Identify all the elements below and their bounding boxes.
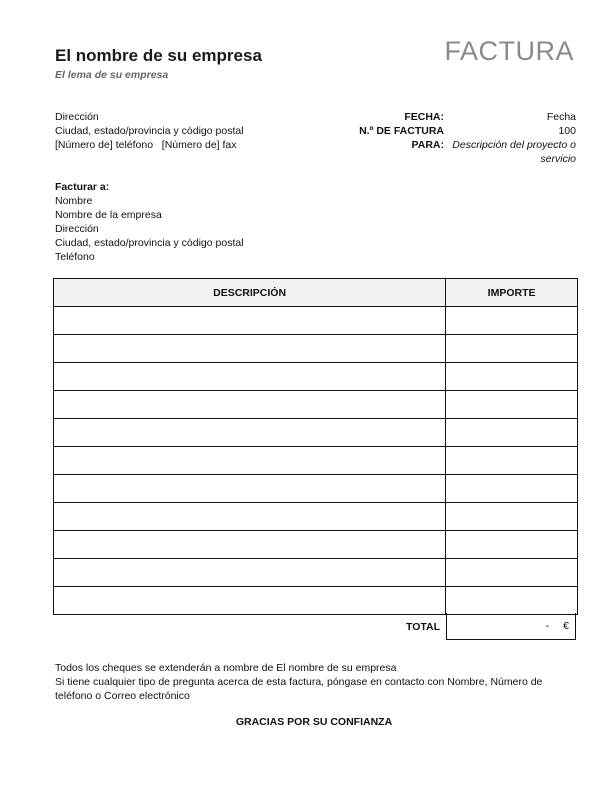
company-slogan: El lema de su empresa [55, 69, 169, 81]
table-row [54, 559, 578, 587]
description-cell[interactable] [54, 363, 446, 391]
table-row [54, 307, 578, 335]
for-label: PARA: [411, 139, 444, 151]
table-header-row [54, 279, 578, 307]
description-cell[interactable] [54, 559, 446, 587]
table-row [54, 531, 578, 559]
description-cell[interactable] [54, 447, 446, 475]
date-value: Fecha [546, 111, 576, 123]
meta-row-for [330, 138, 576, 166]
company-name: El nombre de su empresa [55, 46, 262, 65]
for-value [450, 138, 576, 166]
amount-cell[interactable] [446, 587, 578, 615]
for-value-line-1: Descripción del proyecto o [452, 139, 576, 151]
column-header-description: DESCRIPCIÓN [54, 279, 446, 307]
document-title: FACTURA [444, 36, 574, 66]
bill-to-company: Nombre de la empresa [55, 209, 162, 221]
amount-cell[interactable] [446, 503, 578, 531]
description-cell[interactable] [54, 503, 446, 531]
bill-to-phone: Teléfono [55, 251, 95, 263]
invoice-number-label: N.º DE FACTURA [359, 125, 444, 137]
invoice-number-value: 100 [558, 125, 576, 137]
description-cell[interactable] [54, 419, 446, 447]
column-header-amount: IMPORTE [446, 279, 578, 307]
amount-cell[interactable] [446, 363, 578, 391]
amount-cell[interactable] [446, 335, 578, 363]
table-row [54, 587, 578, 615]
bill-to-name: Nombre [55, 195, 93, 207]
description-cell[interactable] [54, 335, 446, 363]
footer-notes [55, 661, 580, 703]
sender-address: Dirección [55, 111, 99, 123]
table-row [54, 391, 578, 419]
bill-to-address: Dirección [55, 223, 99, 235]
amount-cell[interactable] [446, 307, 578, 335]
footer-note-checks: Todos los cheques se extenderán a nombre de El nombre de su empresa [55, 662, 397, 674]
items-table [53, 278, 578, 615]
total-label: TOTAL [405, 621, 440, 633]
meta-row-date [330, 110, 576, 124]
description-cell[interactable] [54, 475, 446, 503]
meta-row-invoice-number [330, 124, 576, 138]
sender-contact-line: [Número de] teléfono [Número de] fax [55, 139, 237, 151]
amount-cell[interactable] [446, 531, 578, 559]
description-cell[interactable] [54, 307, 446, 335]
bill-to-city-line: Ciudad, estado/provincia y código postal [55, 237, 244, 249]
amount-cell[interactable] [446, 447, 578, 475]
table-row [54, 475, 578, 503]
table-row [54, 447, 578, 475]
currency-symbol: € [563, 620, 569, 632]
thank-you-message: GRACIAS POR SU CONFIANZA [235, 716, 393, 728]
bill-to-block [55, 180, 244, 264]
description-cell[interactable] [54, 531, 446, 559]
table-row [54, 335, 578, 363]
table-row [54, 363, 578, 391]
bill-to-heading: Facturar a: [55, 181, 110, 193]
sender-address-block [55, 110, 244, 152]
date-label: FECHA: [404, 111, 444, 123]
footer-note-contact-1: Si tiene cualquier tipo de pregunta acerca de esta factura, póngase en contacto con Nombre, Número de [55, 676, 543, 688]
total-cell[interactable] [446, 613, 576, 640]
invoice-meta [330, 110, 576, 166]
table-row [54, 503, 578, 531]
sender-city-line: Ciudad, estado/provincia y código postal [55, 125, 244, 137]
amount-cell[interactable] [446, 475, 578, 503]
description-cell[interactable] [54, 587, 446, 615]
description-cell[interactable] [54, 391, 446, 419]
amount-cell[interactable] [446, 559, 578, 587]
for-value-line-2: servicio [540, 153, 576, 165]
footer-note-contact-2: teléfono o Correo electrónico [55, 690, 190, 702]
total-value: - [545, 620, 550, 632]
amount-cell[interactable] [446, 419, 578, 447]
table-row [54, 419, 578, 447]
amount-cell[interactable] [446, 391, 578, 419]
